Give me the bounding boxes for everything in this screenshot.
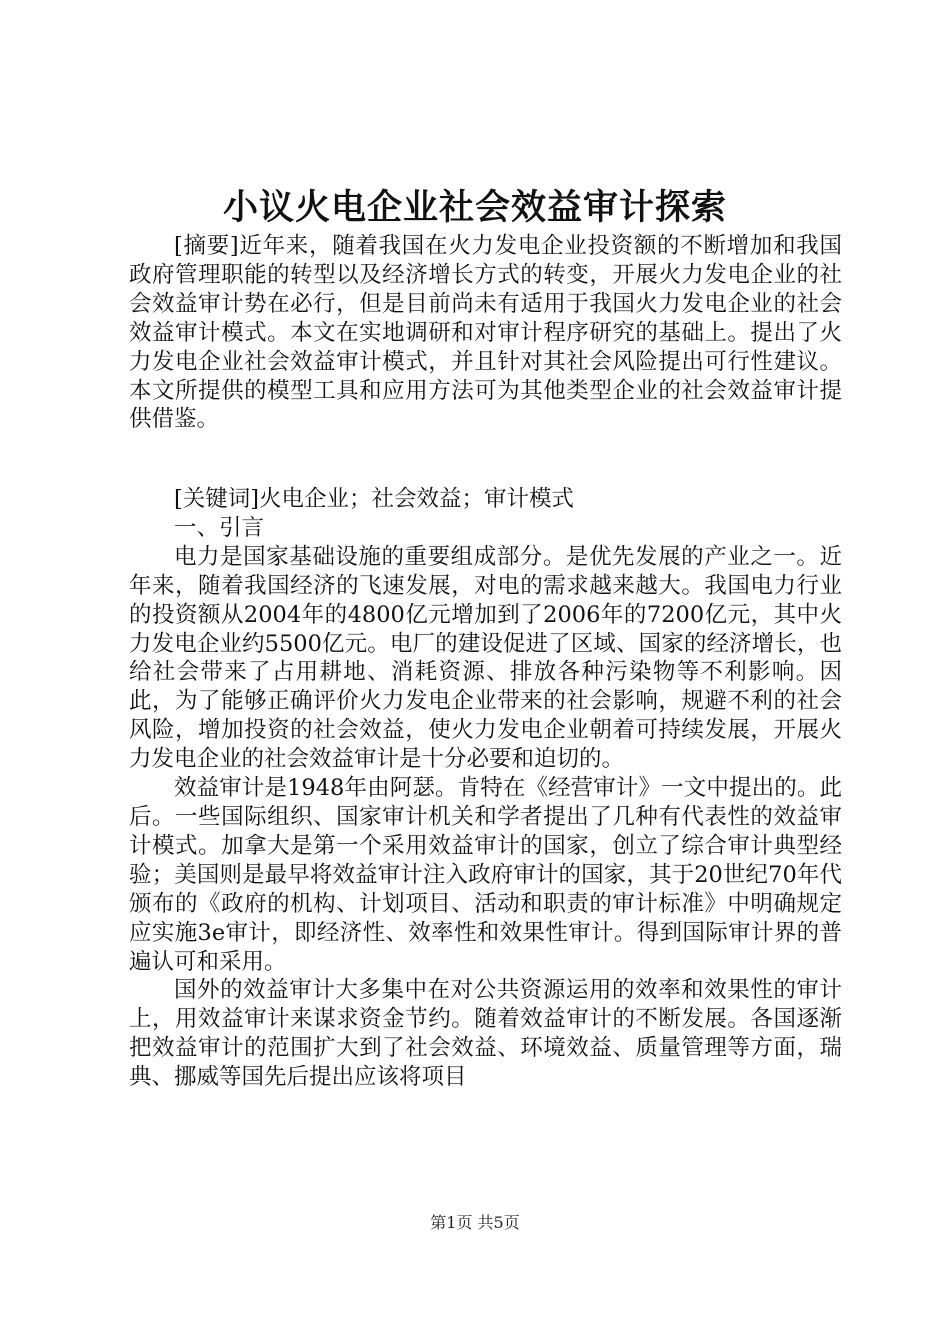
abstract-section	[129, 232, 842, 434]
document-title: 小议火电企业社会效益审计探索	[222, 187, 727, 228]
abstract-paragraph: [摘要]近年来，随着我国在火力发电企业投资额的不断增加和我国政府管理职能的转型以及经济增长方式的转变，开展火力发电企业的社会效益审计势在必行，但是目前尚未有适用于我国火力发电企业的社会效益审计模式。本文在实地调研和对审计程序研究的基础上。提出了火力发电企业社会效益审计模式，并且针对其社会风险提出可行性建议。本文所提供的模型工具和应用方法可为其他类型企业的社会效益审计提供借鉴。	[129, 233, 842, 433]
page-number-footer: 第1页 共5页	[430, 1213, 520, 1232]
body-paragraph: 电力是国家基础设施的重要组成部分。是优先发展的产业之一。近年来，随着我国经济的飞速发展，对电的需求越来越大。我国电力行业的投资额从2004年的4800亿元增加到了2006年的7200亿元，其中火力发电企业约5500亿元。电厂的建设促进了区域、国家的经济增长，也给社会带来了占用耕地、消耗资源、排放各种污染物等不利影响。因此，为了能够正确评价火力发电企业带来的社会影响，规避不利的社会风险，增加投资的社会效益，使火力发电企业朝着可持续发展，开展火力发电企业的社会效益审计是十分必要和迫切的。	[129, 543, 842, 773]
main-content	[129, 485, 842, 1092]
keywords-line: [关键词]火电企业；社会效益；审计模式	[174, 486, 575, 512]
body-paragraph: 效益审计是1948年由阿瑟。肯特在《经营审计》一文中提出的。此后。一些国际组织、国家审计机关和学者提出了几种有代表性的效益审计模式。加拿大是第一个采用效益审计的国家，创立了综合审计典型经验；美国则是最早将效益审计注入政府审计的国家，其于20世纪70年代颁布的《政府的机构、计划项目、活动和职责的审计标准》中明确规定应实施3e审计，即经济性、效率性和效果性审计。得到国际审计界的普遍认可和采用。	[129, 775, 842, 975]
section-heading-introduction: 一、引言	[174, 514, 265, 541]
body-paragraph: 国外的效益审计大多集中在对公共资源运用的效率和效果性的审计上，用效益审计来谋求资金节约。随着效益审计的不断发展。各国逐渐把效益审计的范围扩大到了社会效益、环境效益、质量管理等方面，瑞典、挪威等国先后提出应该将项目	[129, 977, 842, 1091]
